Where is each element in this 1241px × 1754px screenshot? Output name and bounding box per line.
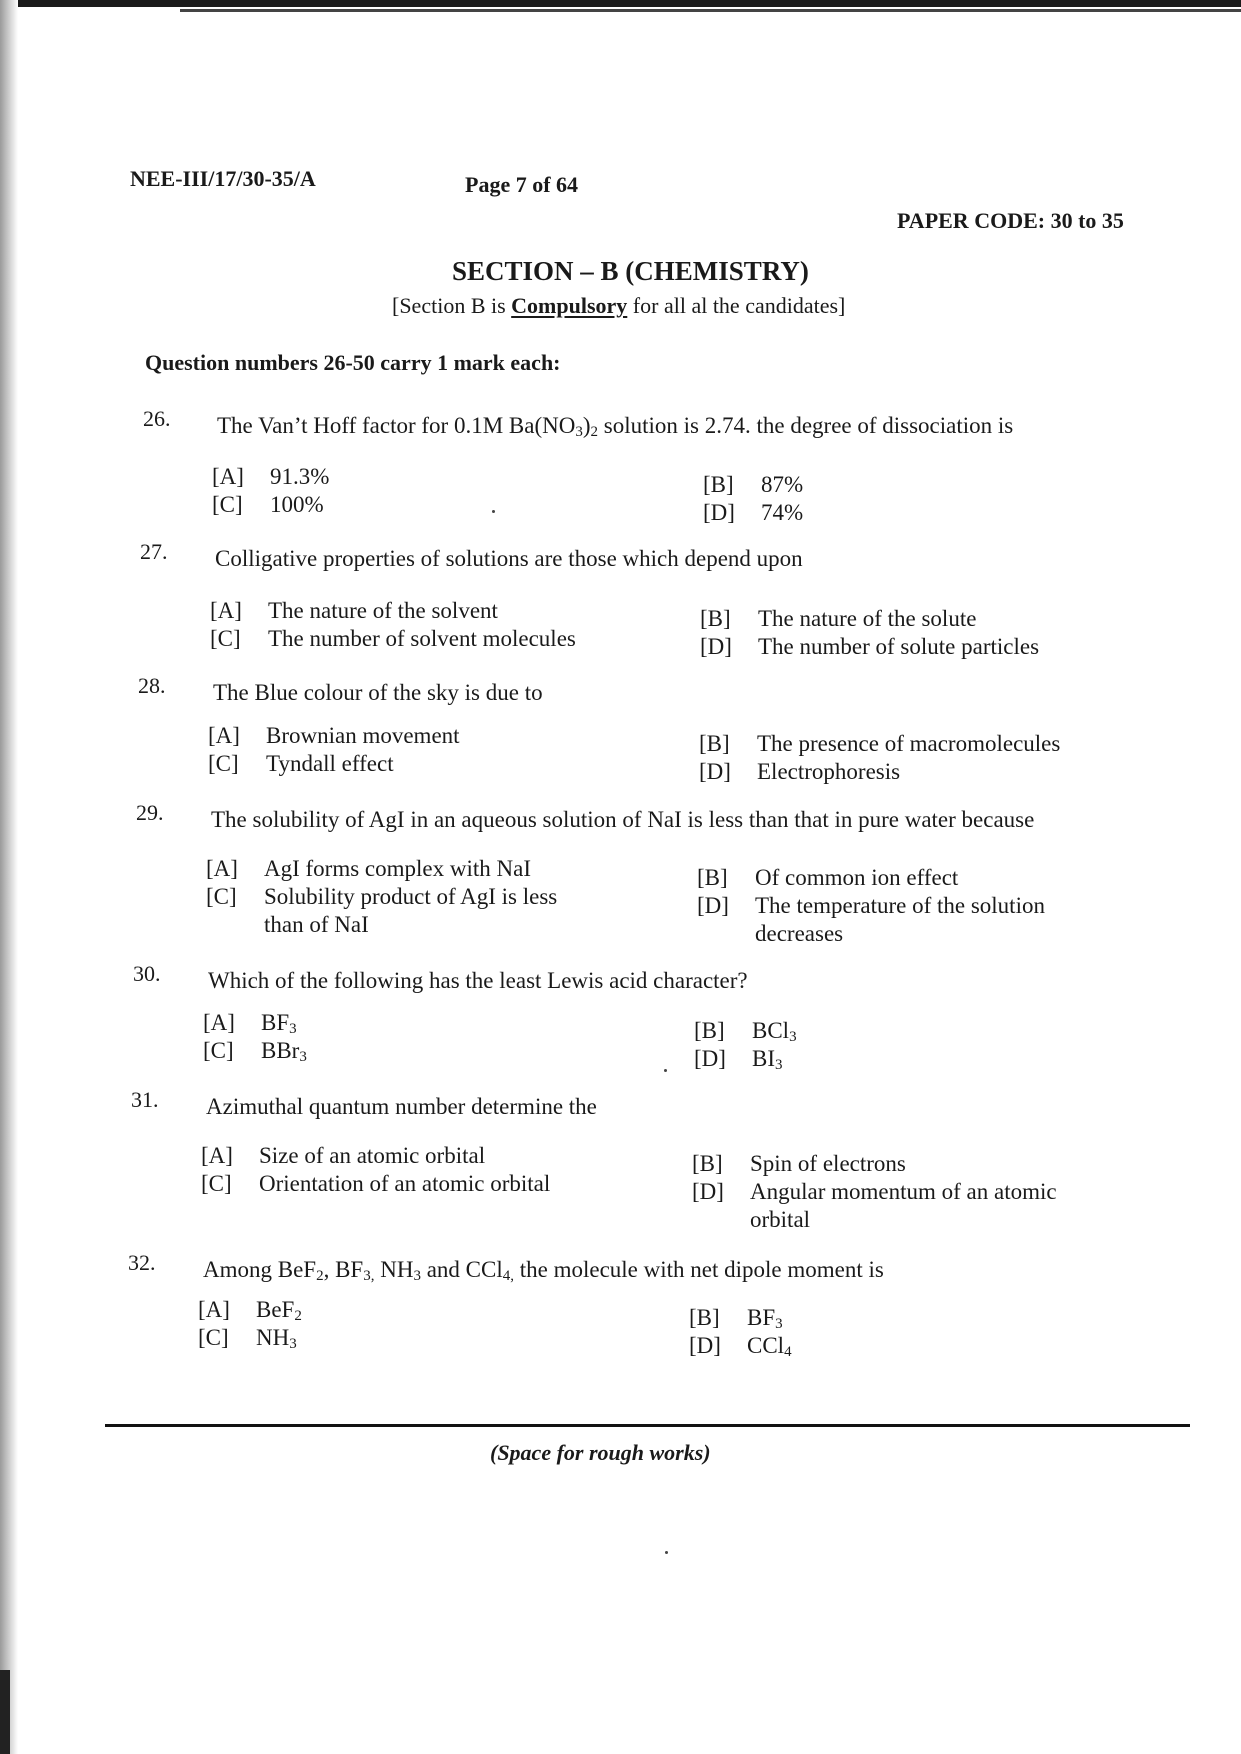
option-label: [A] bbox=[210, 598, 242, 623]
option-label: [C] bbox=[203, 1038, 234, 1063]
question-text: Among BeF$_2$, $BF_{3,}$ $NH_3$ and CCl$_{4,}$ the molecule with net dipole moment is bbox=[203, 1257, 884, 1284]
option-label: [C] bbox=[212, 492, 243, 517]
option-label: [D] bbox=[689, 1333, 721, 1358]
question-text: The Van’t Hoff factor for 0.1M $Ba(NO_3)_2$ solution is 2.74. the degree of dissociation is bbox=[217, 413, 1014, 440]
option-label: [A] bbox=[198, 1297, 230, 1322]
option-label: [B] bbox=[697, 865, 728, 890]
option-text: CCl$_4$ bbox=[747, 1333, 792, 1360]
question-text: The Blue colour of the sky is due to bbox=[213, 680, 543, 705]
scan-edge-top-line bbox=[180, 9, 1241, 12]
scan-edge-left bbox=[0, 0, 18, 1754]
page-number: Page 7 of 64 bbox=[465, 172, 579, 197]
exam-code: NEE-III/17/30-35/A bbox=[130, 166, 316, 191]
speck bbox=[665, 1551, 668, 1554]
section-subtitle-compulsory: Compulsory bbox=[511, 293, 628, 318]
scan-edge-left-bottom bbox=[0, 1670, 10, 1754]
option-label: [B] bbox=[689, 1305, 720, 1330]
option-text: Electrophoresis bbox=[757, 759, 901, 784]
option-label: [A] bbox=[212, 464, 244, 489]
option-label: [C] bbox=[208, 751, 239, 776]
option-text: 91.3% bbox=[270, 464, 330, 489]
section-subtitle-pre: [Section B is bbox=[392, 293, 512, 318]
option-text: AgI forms complex with NaI bbox=[264, 856, 531, 881]
section-subtitle bbox=[392, 293, 845, 319]
option-label: [D] bbox=[697, 893, 729, 918]
question-text: Which of the following has the least Lewis acid character? bbox=[208, 968, 748, 993]
option-text: BCl$_3$ bbox=[752, 1018, 797, 1045]
option-text: $BF_3$ bbox=[747, 1305, 783, 1332]
question-number: 28. bbox=[138, 673, 166, 698]
option-text: Tyndall effect bbox=[266, 751, 394, 776]
question-text: Azimuthal quantum number determine the bbox=[206, 1094, 597, 1119]
option-text: Solubility product of AgI is less than of NaI bbox=[264, 884, 558, 937]
option-label: [C] bbox=[201, 1171, 232, 1196]
option-text: BBr$_3$ bbox=[261, 1038, 307, 1065]
paper-code: PAPER CODE: 30 to 35 bbox=[897, 208, 1124, 233]
option-text: $BF_3$ bbox=[261, 1010, 297, 1037]
option-text: The number of solute particles bbox=[758, 634, 1040, 659]
question-number: 29. bbox=[136, 800, 164, 825]
option-text: Spin of electrons bbox=[750, 1151, 906, 1176]
option-label: [C] bbox=[210, 626, 241, 651]
question-number: 27. bbox=[140, 539, 168, 564]
footer-rule bbox=[105, 1424, 1190, 1427]
option-label: [D] bbox=[694, 1046, 726, 1071]
option-label: [A] bbox=[206, 856, 238, 881]
question-number: 32. bbox=[128, 1250, 156, 1275]
option-label: [B] bbox=[692, 1151, 723, 1176]
instruction: Question numbers 26-50 carry 1 mark each: bbox=[145, 350, 561, 375]
option-label: [C] bbox=[206, 884, 237, 909]
option-label: [D] bbox=[700, 634, 732, 659]
option-label: [A] bbox=[208, 723, 240, 748]
question-text: The solubility of AgI in an aqueous solution of NaI is less than that in pure water because bbox=[211, 807, 1035, 832]
question-number: 31. bbox=[131, 1087, 159, 1112]
question-text: Colligative properties of solutions are those which depend upon bbox=[215, 546, 803, 571]
option-text: BeF$_2$ bbox=[256, 1297, 302, 1324]
option-label: [B] bbox=[694, 1018, 725, 1043]
option-text: $NH_3$ bbox=[256, 1325, 297, 1352]
option-text: Of common ion effect bbox=[755, 865, 959, 890]
option-label: [B] bbox=[703, 472, 734, 497]
option-text: The number of solvent molecules bbox=[268, 626, 576, 651]
rough-work-label: (Space for rough works) bbox=[490, 1440, 711, 1465]
speck bbox=[664, 1069, 667, 1072]
option-text: $BI_3$ bbox=[752, 1046, 783, 1073]
option-label: [A] bbox=[203, 1010, 235, 1035]
option-text: Orientation of an atomic orbital bbox=[259, 1171, 551, 1196]
option-label: [C] bbox=[198, 1325, 229, 1350]
option-text: Brownian movement bbox=[266, 723, 460, 748]
section-title: SECTION – B (CHEMISTRY) bbox=[452, 256, 809, 286]
question-number: 30. bbox=[133, 961, 161, 986]
question-number: 26. bbox=[143, 406, 171, 431]
option-text: 87% bbox=[761, 472, 804, 497]
option-label: [B] bbox=[700, 606, 731, 631]
option-text: Size of an atomic orbital bbox=[259, 1143, 486, 1168]
option-text: 74% bbox=[761, 500, 804, 525]
scan-edge-top bbox=[0, 0, 1241, 7]
option-text: Angular momentum of an atomic orbital bbox=[750, 1179, 1057, 1232]
option-text: The nature of the solvent bbox=[268, 598, 498, 623]
speck bbox=[492, 510, 495, 513]
option-text: The temperature of the solution decreases bbox=[755, 893, 1045, 946]
option-text: The presence of macromolecules bbox=[757, 731, 1061, 756]
option-label: [B] bbox=[699, 731, 730, 756]
option-label: [A] bbox=[201, 1143, 233, 1168]
option-text: 100% bbox=[270, 492, 324, 517]
option-label: [D] bbox=[703, 500, 735, 525]
option-label: [D] bbox=[692, 1179, 724, 1204]
option-label: [D] bbox=[699, 759, 731, 784]
section-subtitle-post: for all al the candidates] bbox=[627, 293, 846, 318]
option-text: The nature of the solute bbox=[758, 606, 977, 631]
